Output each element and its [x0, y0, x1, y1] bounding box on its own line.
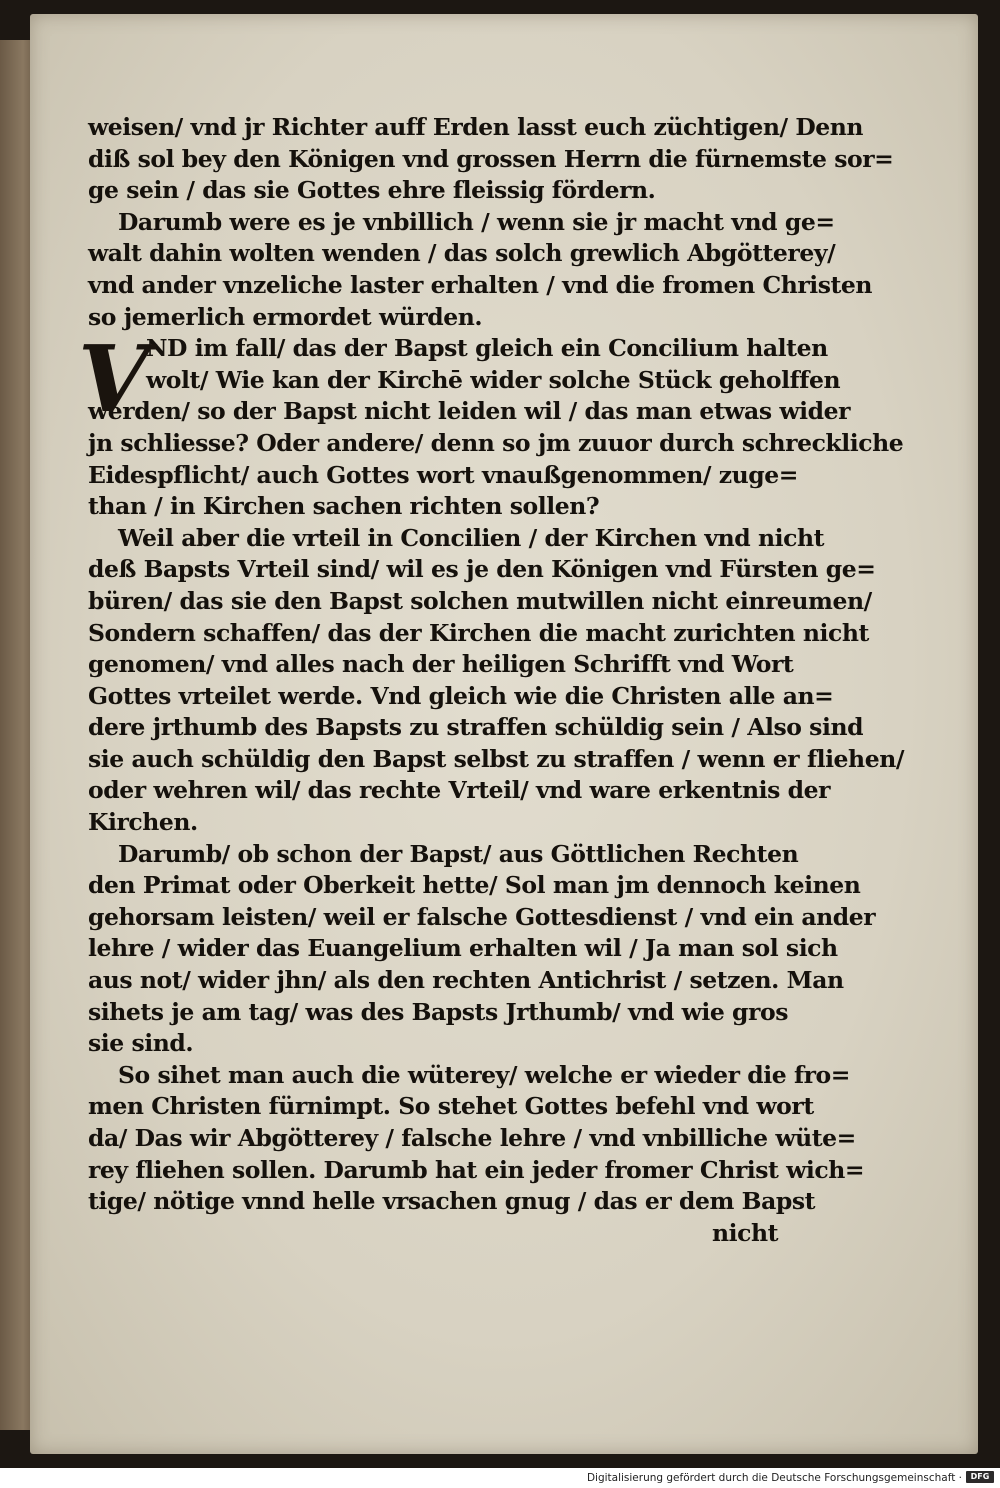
text-line: deß Bapsts Vrteil sind/ wil es je den Königen vnd Fürsten ge=	[88, 555, 876, 584]
body-text	[78, 112, 904, 1249]
dfg-logo: DFG	[966, 1471, 994, 1483]
digitization-footer	[0, 1468, 1000, 1488]
paragraph-3	[78, 325, 904, 523]
text-line: men Christen fürnimpt. So stehet Gottes befehl vnd wort	[88, 1092, 814, 1121]
text-line: werden/ so der Bapst nicht leiden wil / das man etwas wider	[88, 397, 851, 426]
text-line: Kirchen.	[88, 808, 198, 837]
text-line: Darumb/ ob schon der Bapst/ aus Göttlichen Rechten	[118, 839, 799, 868]
text-line: büren/ das sie den Bapst solchen mutwillen nicht einreumen/	[88, 586, 872, 615]
paragraph-2	[88, 207, 873, 333]
paragraph-4	[88, 523, 904, 839]
paragraph-5	[88, 839, 876, 1060]
text-line: ge sein / das sie Gottes ehre fleissig fördern.	[88, 176, 656, 205]
text-line: tige/ nötige vnnd helle vrsachen gnug / das er dem Bapst	[88, 1187, 816, 1216]
text-line: Eidespflicht/ auch Gottes wort vnaußgenommen/ zuge=	[88, 460, 799, 489]
catchword-line	[88, 1218, 778, 1250]
text-line: aus not/ wider jhn/ als den rechten Antichrist / setzen. Man	[88, 966, 844, 995]
text-line: oder wehren wil/ das rechte Vrteil/ vnd ware erkentnis der	[88, 776, 831, 805]
text-line: Sondern schaffen/ das der Kirchen die macht zurichten nicht	[88, 618, 869, 647]
text-line: so jemerlich ermordet würden.	[88, 302, 483, 331]
paragraph-1	[88, 112, 894, 207]
text-line: lehre / wider das Euangelium erhalten wil / Ja man sol sich	[88, 934, 838, 963]
text-line: da/ Das wir Abgötterey / falsche lehre / vnd vnbilliche wüte=	[88, 1124, 856, 1152]
text-line: sie auch schüldig den Bapst selbst zu straffen / wenn er fliehen/	[88, 744, 904, 773]
paragraph-6	[88, 1060, 865, 1218]
text-line: wolt/ Wie kan der Kirchē wider solche Stück geholffen	[146, 365, 841, 394]
text-line: than / in Kirchen sachen richten sollen?	[88, 492, 600, 521]
text-line: den Primat oder Oberkeit hette/ Sol man jm dennoch keinen	[88, 871, 861, 900]
text-line: Darumb were es je vnbillich / wenn sie jr macht vnd ge=	[118, 207, 835, 236]
text-line: sie sind.	[88, 1029, 194, 1058]
decorated-initial: V	[78, 325, 149, 434]
text-line: vnd ander vnzeliche laster erhalten / vnd die fromen Christen	[88, 270, 873, 299]
text-line: So sihet man auch die wüterey/ welche er wieder die fro=	[118, 1060, 851, 1089]
text-line: Gottes vrteilet werde. Vnd gleich wie die Christen alle an=	[88, 681, 834, 710]
text-line: rey fliehen sollen. Darumb hat ein jeder fromer Christ wich=	[88, 1155, 865, 1184]
text-line: sihets je am tag/ was des Bapsts Jrthumb/ vnd wie gros	[88, 997, 788, 1026]
text-line: diß sol bey den Königen vnd grossen Herrn die fürnemste sor=	[88, 144, 894, 173]
text-line: walt dahin wolten wenden / das solch grewlich Abgötterey/	[88, 239, 836, 268]
text-line: ND im fall/ das der Bapst gleich ein Concilium halten	[146, 334, 828, 363]
catchword: nicht	[711, 1218, 778, 1247]
text-line: Weil aber die vrteil in Concilien / der Kirchen vnd nicht	[118, 523, 824, 552]
text-line: jn schliesse? Oder andere/ denn so jm zuuor durch schreckliche	[88, 428, 904, 457]
text-line: genomen/ vnd alles nach der heiligen Schrifft vnd Wort	[88, 650, 794, 679]
text-line: weisen/ vnd jr Richter auff Erden lasst euch züchtigen/ Denn	[88, 113, 864, 141]
dfg-credit-text: Digitalisierung gefördert durch die Deutsche Forschungsgemeinschaft ·	[586, 1472, 962, 1484]
text-line: gehorsam leisten/ weil er falsche Gottesdienst / vnd ein ander	[88, 902, 876, 931]
text-line: dere jrthumb des Bapsts zu straffen schüldig sein / Also sind	[88, 713, 864, 742]
